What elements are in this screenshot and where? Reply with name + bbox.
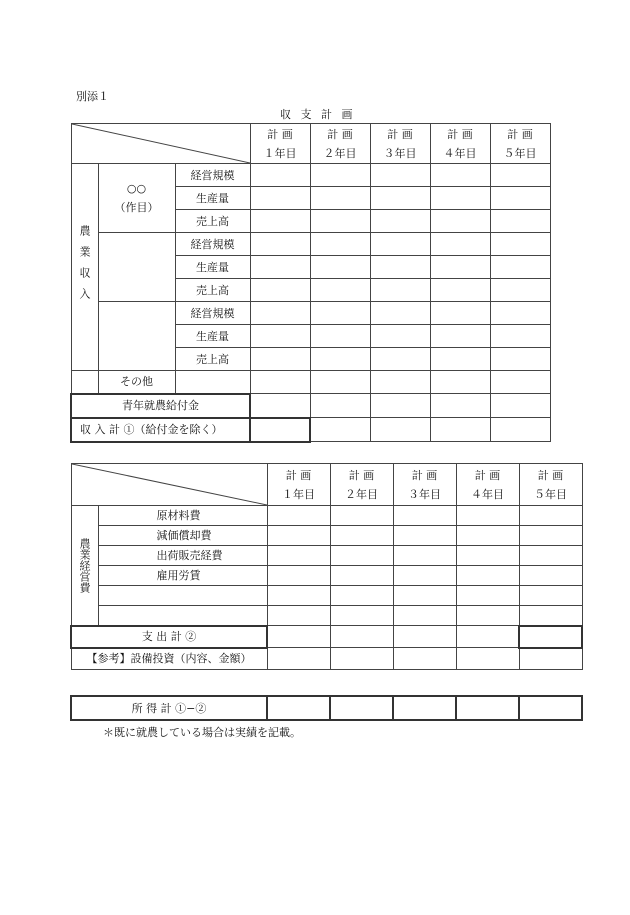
input-cell[interactable] [519, 606, 582, 626]
plan-year-header: 計 画 ４年目 [430, 124, 490, 164]
input-cell[interactable] [250, 256, 310, 279]
input-cell[interactable] [267, 526, 330, 546]
input-cell[interactable] [519, 586, 582, 606]
input-cell[interactable] [370, 187, 430, 210]
farm-expense-group-label: 農業経営費 [71, 506, 98, 626]
input-cell[interactable] [456, 586, 519, 606]
row-label: 売上高 [175, 279, 250, 302]
input-cell[interactable] [370, 325, 430, 348]
input-cell[interactable] [310, 256, 370, 279]
input-cell[interactable] [310, 394, 370, 418]
input-cell[interactable] [490, 302, 550, 325]
input-cell[interactable] [490, 279, 550, 302]
input-cell[interactable] [490, 233, 550, 256]
input-cell[interactable] [490, 256, 550, 279]
input-cell[interactable] [330, 566, 393, 586]
input-cell[interactable] [370, 371, 430, 394]
row-label: 生産量 [175, 256, 250, 279]
input-cell[interactable] [519, 526, 582, 546]
crop-name-cell: ○○ （作目） [98, 164, 175, 233]
input-cell[interactable] [267, 566, 330, 586]
farm-income-group-label: 農業収入 [71, 164, 98, 371]
input-cell[interactable] [267, 506, 330, 526]
input-cell[interactable] [370, 233, 430, 256]
expense-row-label: 減価償却費 [98, 526, 267, 546]
input-cell[interactable] [370, 256, 430, 279]
input-cell[interactable] [456, 506, 519, 526]
input-cell[interactable] [310, 325, 370, 348]
input-cell[interactable] [310, 348, 370, 371]
plan-year-header: 計 画 ３年目 [393, 464, 456, 506]
expense-row-label-blank[interactable] [98, 606, 267, 626]
input-cell[interactable] [490, 187, 550, 210]
input-cell[interactable] [267, 586, 330, 606]
input-cell[interactable] [430, 256, 490, 279]
input-cell[interactable] [430, 325, 490, 348]
input-cell[interactable] [310, 302, 370, 325]
plan-year-header: 計 画 ４年目 [456, 464, 519, 506]
input-cell[interactable] [310, 164, 370, 187]
row-label: 売上高 [175, 348, 250, 371]
input-cell[interactable] [175, 371, 250, 394]
input-cell[interactable] [456, 606, 519, 626]
input-cell[interactable] [250, 233, 310, 256]
income-table [70, 123, 551, 443]
input-cell[interactable] [430, 164, 490, 187]
input-cell[interactable] [370, 348, 430, 371]
input-cell[interactable] [310, 210, 370, 233]
input-cell[interactable] [370, 164, 430, 187]
input-cell[interactable] [330, 648, 393, 670]
input-cell[interactable] [250, 302, 310, 325]
input-cell[interactable] [490, 164, 550, 187]
input-cell[interactable] [393, 626, 456, 648]
input-cell[interactable] [519, 566, 582, 586]
income-total-label: 収 入 計 ①（給付金を除く） [71, 418, 250, 442]
row-label: 生産量 [175, 325, 250, 348]
input-cell[interactable] [490, 394, 550, 418]
input-cell[interactable] [250, 371, 310, 394]
input-cell[interactable] [310, 371, 370, 394]
row-label: 経営規模 [175, 164, 250, 187]
input-cell[interactable] [393, 546, 456, 566]
row-label: 生産量 [175, 187, 250, 210]
input-cell[interactable] [370, 418, 430, 442]
input-cell[interactable] [330, 546, 393, 566]
header-diagonal-cell [71, 464, 267, 506]
plan-year-header: 計 画 ５年目 [490, 124, 550, 164]
input-cell[interactable] [519, 626, 582, 648]
input-cell[interactable] [430, 371, 490, 394]
input-cell[interactable] [310, 279, 370, 302]
input-cell[interactable] [456, 696, 519, 720]
input-cell[interactable] [519, 648, 582, 670]
input-cell[interactable] [393, 566, 456, 586]
input-cell[interactable] [250, 418, 310, 442]
input-cell[interactable] [250, 394, 310, 418]
plan-year-header: 計 画 ２年目 [310, 124, 370, 164]
expense-row-label: 原材料費 [98, 506, 267, 526]
input-cell[interactable] [267, 696, 330, 720]
header-diagonal-cell [71, 124, 250, 164]
row-label: 経営規模 [175, 302, 250, 325]
input-cell[interactable] [456, 546, 519, 566]
footnote: ＊既に就農している場合は実績を記載。 [103, 726, 301, 739]
input-cell[interactable] [330, 526, 393, 546]
input-cell[interactable] [330, 606, 393, 626]
input-cell[interactable] [267, 606, 330, 626]
input-cell[interactable] [430, 233, 490, 256]
input-cell[interactable] [430, 187, 490, 210]
input-cell[interactable] [393, 648, 456, 670]
input-cell[interactable] [310, 233, 370, 256]
input-cell[interactable] [250, 164, 310, 187]
attachment-label: 別添１ [76, 90, 109, 103]
input-cell[interactable] [430, 348, 490, 371]
input-cell[interactable] [370, 394, 430, 418]
input-cell[interactable] [250, 325, 310, 348]
input-cell[interactable] [250, 348, 310, 371]
expense-row-label: 出荷販売経費 [98, 546, 267, 566]
input-cell[interactable] [267, 626, 330, 648]
other-income-label: その他 [98, 371, 175, 394]
input-cell[interactable] [490, 325, 550, 348]
input-cell[interactable] [456, 566, 519, 586]
plan-year-header: 計 画 １年目 [267, 464, 330, 506]
input-cell[interactable] [370, 279, 430, 302]
input-cell[interactable] [393, 526, 456, 546]
input-cell[interactable] [310, 418, 370, 442]
input-cell[interactable] [519, 696, 582, 720]
input-cell[interactable] [490, 348, 550, 371]
input-cell[interactable] [370, 302, 430, 325]
row-label: 経営規模 [175, 233, 250, 256]
input-cell[interactable] [430, 302, 490, 325]
plan-year-header: 計 画 ２年目 [330, 464, 393, 506]
input-cell[interactable] [430, 394, 490, 418]
input-cell[interactable] [430, 279, 490, 302]
input-cell[interactable] [250, 279, 310, 302]
input-cell[interactable] [330, 626, 393, 648]
plan-year-header: 計 画 １年目 [250, 124, 310, 164]
net-income-label: 所 得 計 ①−② [71, 696, 267, 720]
input-cell[interactable] [267, 546, 330, 566]
input-cell[interactable] [393, 696, 456, 720]
input-cell[interactable] [330, 586, 393, 606]
input-cell[interactable] [310, 187, 370, 210]
expense-total-label: 支 出 計 ② [71, 626, 267, 648]
input-cell[interactable] [490, 371, 550, 394]
input-cell[interactable] [430, 418, 490, 442]
input-cell[interactable] [430, 210, 490, 233]
row-label: 売上高 [175, 210, 250, 233]
input-cell[interactable] [330, 506, 393, 526]
net-income-table [70, 695, 583, 721]
input-cell[interactable] [393, 606, 456, 626]
plan-year-header: 計 画 ３年目 [370, 124, 430, 164]
input-cell[interactable] [519, 506, 582, 526]
other-income-blank [71, 371, 98, 394]
page-title: 収 支 計 画 [280, 108, 356, 121]
input-cell[interactable] [393, 506, 456, 526]
equipment-investment-label: 【参考】設備投資（内容、金額） [71, 648, 267, 670]
input-cell[interactable] [456, 626, 519, 648]
crop-name-cell[interactable] [98, 233, 175, 302]
input-cell[interactable] [456, 526, 519, 546]
input-cell[interactable] [490, 418, 550, 442]
youth-subsidy-label: 青年就農給付金 [71, 394, 250, 418]
input-cell[interactable] [370, 210, 430, 233]
plan-year-header: 計 画 ５年目 [519, 464, 582, 506]
input-cell[interactable] [393, 586, 456, 606]
input-cell[interactable] [250, 210, 310, 233]
expense-row-label-blank[interactable] [98, 586, 267, 606]
expense-row-label: 雇用労賃 [98, 566, 267, 586]
input-cell[interactable] [250, 187, 310, 210]
input-cell[interactable] [519, 546, 582, 566]
input-cell[interactable] [330, 696, 393, 720]
input-cell[interactable] [456, 648, 519, 670]
input-cell[interactable] [490, 210, 550, 233]
input-cell[interactable] [267, 648, 330, 670]
crop-name-cell[interactable] [98, 302, 175, 371]
expense-table [70, 463, 583, 670]
